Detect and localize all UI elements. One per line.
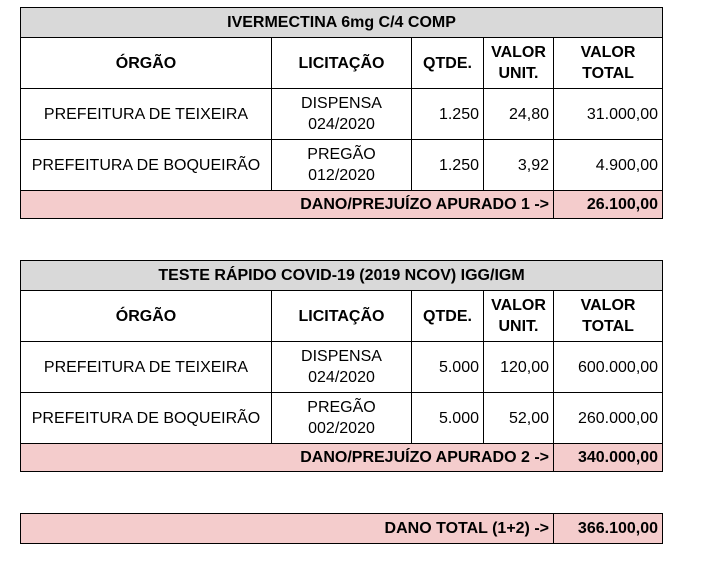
licitacao-type: PREGÃO	[307, 399, 376, 416]
header-valor-total	[554, 291, 663, 342]
damage-row	[21, 444, 663, 472]
qtde-cell: 1.250	[412, 89, 484, 140]
header-valor-unit-line2: UNIT.	[498, 65, 539, 82]
total-label: DANO TOTAL (1+2) ->	[21, 514, 554, 544]
licitacao-cell	[272, 393, 412, 444]
licitacao-number: 002/2020	[308, 420, 375, 437]
header-valor-total-line2: TOTAL	[582, 65, 634, 82]
table-title: TESTE RÁPIDO COVID-19 (2019 NCOV) IGG/IGM	[21, 261, 663, 291]
header-orgao: ÓRGÃO	[21, 38, 272, 89]
licitacao-number: 012/2020	[308, 167, 375, 184]
qtde-cell: 5.000	[412, 393, 484, 444]
header-valor-total	[554, 38, 663, 89]
header-licitacao: LICITAÇÃO	[272, 38, 412, 89]
licitacao-number: 024/2020	[308, 369, 375, 386]
licitacao-type: DISPENSA	[301, 348, 382, 365]
header-orgao: ÓRGÃO	[21, 291, 272, 342]
header-valor-unit	[484, 38, 554, 89]
damage-value: 340.000,00	[554, 444, 663, 472]
orgao-cell: PREFEITURA DE BOQUEIRÃO	[21, 393, 272, 444]
header-qtde: QTDE.	[412, 291, 484, 342]
header-valor-unit	[484, 291, 554, 342]
table-row	[21, 393, 663, 444]
valor-unit-cell: 3,92	[484, 140, 554, 191]
header-valor-unit-line1: VALOR	[491, 297, 546, 314]
table-title-row	[21, 261, 663, 291]
table-row	[21, 89, 663, 140]
header-qtde: QTDE.	[412, 38, 484, 89]
valor-total-cell: 4.900,00	[554, 140, 663, 191]
orgao-cell: PREFEITURA DE BOQUEIRÃO	[21, 140, 272, 191]
qtde-cell: 5.000	[412, 342, 484, 393]
orgao-cell: PREFEITURA DE TEIXEIRA	[21, 89, 272, 140]
total-value: 366.100,00	[554, 514, 663, 544]
header-valor-unit-line2: UNIT.	[498, 318, 539, 335]
valor-total-cell: 31.000,00	[554, 89, 663, 140]
table-title: IVERMECTINA 6mg C/4 COMP	[21, 8, 663, 38]
teste-rapido-table	[20, 260, 663, 472]
licitacao-cell	[272, 342, 412, 393]
licitacao-type: PREGÃO	[307, 146, 376, 163]
header-valor-total-line1: VALOR	[580, 297, 636, 314]
total-damage-table	[20, 513, 663, 544]
header-row	[21, 291, 663, 342]
header-row	[21, 38, 663, 89]
valor-total-cell: 600.000,00	[554, 342, 663, 393]
table-title-row	[21, 8, 663, 38]
damage-label: DANO/PREJUÍZO APURADO 2 ->	[21, 444, 554, 472]
damage-value: 26.100,00	[554, 191, 663, 219]
header-valor-total-line2: TOTAL	[582, 318, 634, 335]
total-row	[21, 514, 663, 544]
licitacao-number: 024/2020	[308, 116, 375, 133]
damage-label: DANO/PREJUÍZO APURADO 1 ->	[21, 191, 554, 219]
header-valor-unit-line1: VALOR	[491, 44, 546, 61]
header-licitacao: LICITAÇÃO	[272, 291, 412, 342]
table-row	[21, 342, 663, 393]
valor-unit-cell: 24,80	[484, 89, 554, 140]
header-valor-total-line1: VALOR	[580, 44, 636, 61]
valor-total-cell: 260.000,00	[554, 393, 663, 444]
licitacao-cell	[272, 89, 412, 140]
licitacao-cell	[272, 140, 412, 191]
damage-row	[21, 191, 663, 219]
valor-unit-cell: 120,00	[484, 342, 554, 393]
orgao-cell: PREFEITURA DE TEIXEIRA	[21, 342, 272, 393]
qtde-cell: 1.250	[412, 140, 484, 191]
licitacao-type: DISPENSA	[301, 95, 382, 112]
valor-unit-cell: 52,00	[484, 393, 554, 444]
ivermectina-table	[20, 7, 663, 219]
table-row	[21, 140, 663, 191]
